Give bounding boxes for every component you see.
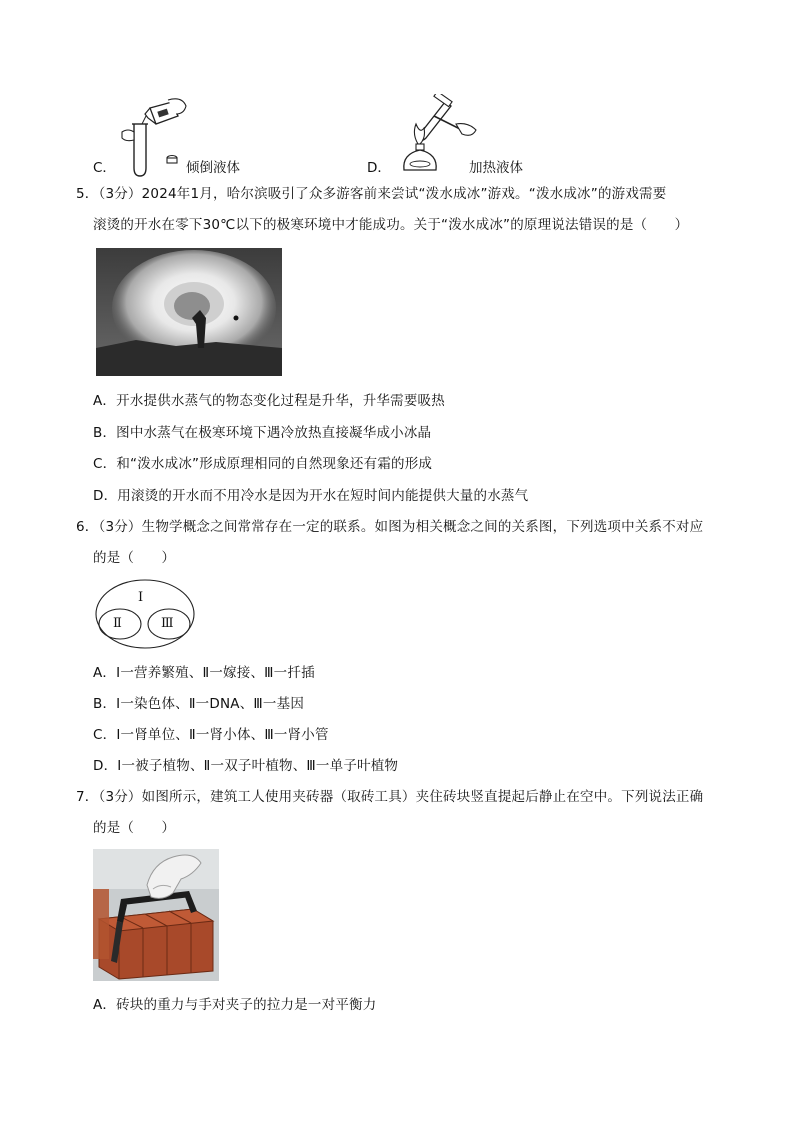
option-c-caption: 倾倒液体 [186,160,240,176]
q5-option-d: D．用滚烫的开水而不用冷水是因为开水在短时间内能提供大量的水蒸气 [93,488,529,504]
q7-stem-line1: 7．（3分）如图所示，建筑工人使用夹砖器（取砖工具）夹住砖块竖直提起后静止在空中。下列说法正确 [76,789,704,805]
q6-stem-line1: 6．（3分）生物学概念之间常常存在一定的联系。如图为相关概念之间的关系图，下列选项中关系不对应 [76,519,704,535]
option-c-label: C． [93,160,116,176]
q6-option-b: B．Ⅰ一染色体、Ⅱ一DNA、Ⅲ一基因 [93,696,305,712]
q6-option-d: D．Ⅰ一被子植物、Ⅱ一双子叶植物、Ⅲ一单子叶植物 [93,758,399,774]
q5-option-a: A．开水提供水蒸气的物态变化过程是升华，升华需要吸热 [93,393,445,409]
pouring-liquid-figure [112,98,192,178]
q7-option-a: A．砖块的重力与手对夹子的拉力是一对平衡力 [93,997,377,1013]
brick-clamp-photo [93,849,219,981]
option-d-label: D． [367,160,391,176]
q6-option-a: A．Ⅰ一营养繁殖、Ⅱ一嫁接、Ⅲ一扦插 [93,665,315,681]
q5-stem-line1: 5．（3分）2024年1月，哈尔滨吸引了众多游客前来尝试“泼水成冰”游戏。“泼水成冰”的游戏需要 [76,186,667,202]
q6-option-c: C．Ⅰ一肾单位、Ⅱ一肾小体、Ⅲ一肾小管 [93,727,329,743]
q7-stem-line2: 的是（ ） [93,820,176,836]
concept-relation-diagram [93,578,197,652]
option-d-caption: 加热液体 [469,160,523,176]
q6-stem-line2: 的是（ ） [93,550,176,566]
q5-stem-line2: 滚烫的开水在零下30℃以下的极寒环境中才能成功。关于“泼水成冰”的原理说法错误的是（ ） [93,217,689,233]
q5-option-b: B．图中水蒸气在极寒环境下遇冷放热直接凝华成小冰晶 [93,425,432,441]
diagram-label-left: Ⅱ [113,616,122,631]
diagram-label-right: Ⅲ [161,616,174,631]
diagram-label-outer: Ⅰ [138,590,144,605]
q5-option-c: C．和“泼水成冰”形成原理相同的自然现象还有霜的形成 [93,456,433,472]
heating-liquid-figure [390,94,480,178]
throwing-water-ice-photo [96,248,282,376]
